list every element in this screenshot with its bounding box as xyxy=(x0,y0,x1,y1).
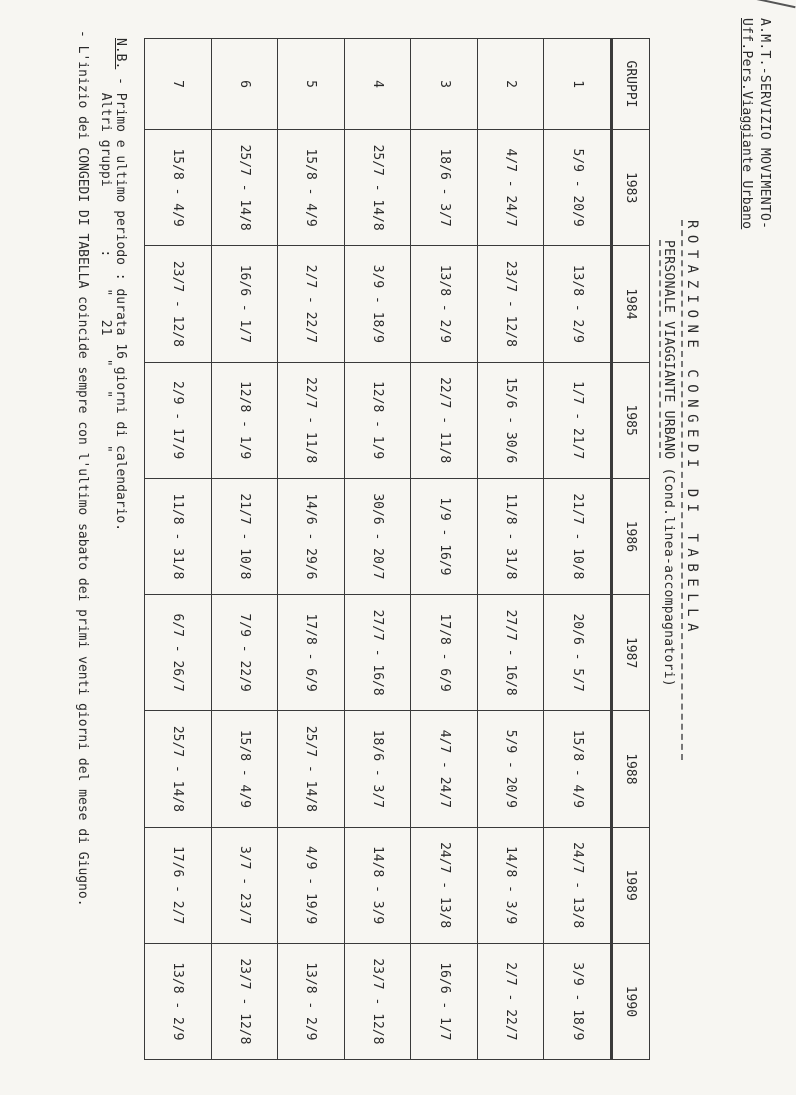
period-cell: 12/8 - 1/9 xyxy=(344,362,411,478)
period-cell: 15/6 - 30/6 xyxy=(477,362,544,478)
column-header-year: 1990 xyxy=(612,943,650,1059)
note-text-1: - Primo e ultimo periodo : durata 16 giorni di calendario. xyxy=(113,69,128,532)
period-cell: 30/6 - 20/7 xyxy=(344,478,411,594)
period-cell: 2/9 - 17/9 xyxy=(145,362,212,478)
period-cell: 17/8 - 6/9 xyxy=(278,595,345,711)
period-cell: 5/9 - 20/9 xyxy=(544,130,612,246)
table-row xyxy=(477,39,544,1060)
group-number: 2 xyxy=(477,39,544,130)
document-subtitle: PERSONALE VIAGGIANTE URBANO (Cond.linea-accompagnatori) xyxy=(661,240,676,687)
column-header-year: 1985 xyxy=(612,362,650,478)
note-line-1 xyxy=(113,38,128,531)
period-cell: 13/8 - 2/9 xyxy=(544,246,612,362)
group-number: 6 xyxy=(211,39,278,130)
table-row xyxy=(411,39,478,1060)
period-cell: 25/7 - 14/8 xyxy=(344,130,411,246)
period-cell: 11/8 - 31/8 xyxy=(477,478,544,594)
period-cell: 13/8 - 2/9 xyxy=(278,943,345,1059)
period-cell: 16/6 - 1/7 xyxy=(211,246,278,362)
period-cell: 27/7 - 16/8 xyxy=(344,595,411,711)
period-cell: 15/8 - 4/9 xyxy=(544,711,612,827)
period-cell: 3/9 - 18/9 xyxy=(544,943,612,1059)
period-cell: 17/8 - 6/9 xyxy=(411,595,478,711)
period-cell: 4/7 - 24/7 xyxy=(477,130,544,246)
group-number: 4 xyxy=(344,39,411,130)
period-cell: 5/9 - 20/9 xyxy=(477,711,544,827)
column-header-year: 1984 xyxy=(612,246,650,362)
column-header-year: 1988 xyxy=(612,711,650,827)
period-cell: 1/9 - 16/9 xyxy=(411,478,478,594)
footnote: - L'inizio dei CONGEDI DI TABELLA coincide sempre con l'ultimo sabato dei primi venti giorni del mese di Giugno. xyxy=(75,30,90,907)
period-cell: 2/7 - 22/7 xyxy=(278,246,345,362)
nb-label: N.B. xyxy=(113,38,128,70)
group-number: 5 xyxy=(278,39,345,130)
title-underline xyxy=(681,220,683,760)
group-number: 7 xyxy=(145,39,212,130)
period-cell: 18/6 - 3/7 xyxy=(411,130,478,246)
period-cell: 1/7 - 21/7 xyxy=(544,362,612,478)
column-header-year: 1989 xyxy=(612,827,650,943)
note-line-2: Altri gruppi : " 21 " " " xyxy=(98,38,113,453)
table-row xyxy=(145,39,212,1060)
period-cell: 16/6 - 1/7 xyxy=(411,943,478,1059)
period-cell: 13/8 - 2/9 xyxy=(411,246,478,362)
period-cell: 14/8 - 3/9 xyxy=(477,827,544,943)
rotation-table xyxy=(144,38,650,1060)
period-cell: 14/6 - 29/6 xyxy=(278,478,345,594)
period-cell: 25/7 - 14/8 xyxy=(278,711,345,827)
office-line: Uff.Pers.Viaggiante Urbano xyxy=(739,18,754,230)
period-cell: 15/8 - 4/9 xyxy=(278,130,345,246)
subtitle-underline xyxy=(659,240,661,458)
period-cell: 12/8 - 1/9 xyxy=(211,362,278,478)
period-cell: 15/8 - 4/9 xyxy=(145,130,212,246)
table-body xyxy=(145,39,612,1060)
period-cell: 11/8 - 31/8 xyxy=(145,478,212,594)
period-cell: 23/7 - 12/8 xyxy=(211,943,278,1059)
period-cell: 17/6 - 2/7 xyxy=(145,827,212,943)
period-cell: 23/7 - 12/8 xyxy=(145,246,212,362)
period-cell: 24/7 - 13/8 xyxy=(411,827,478,943)
table-header-row xyxy=(612,39,650,1060)
column-header-year: 1983 xyxy=(612,130,650,246)
period-cell: 23/7 - 12/8 xyxy=(344,943,411,1059)
table-row xyxy=(544,39,612,1060)
period-cell: 22/7 - 11/8 xyxy=(411,362,478,478)
period-cell: 2/7 - 22/7 xyxy=(477,943,544,1059)
period-cell: 27/7 - 16/8 xyxy=(477,595,544,711)
table-row xyxy=(211,39,278,1060)
period-cell: 25/7 - 14/8 xyxy=(145,711,212,827)
period-cell: 24/7 - 13/8 xyxy=(544,827,612,943)
period-cell: 21/7 - 10/8 xyxy=(211,478,278,594)
scan-mark xyxy=(736,0,795,8)
period-cell: 13/8 - 2/9 xyxy=(145,943,212,1059)
table-row xyxy=(278,39,345,1060)
table-row xyxy=(344,39,411,1060)
group-number: 3 xyxy=(411,39,478,130)
period-cell: 23/7 - 12/8 xyxy=(477,246,544,362)
period-cell: 6/7 - 26/7 xyxy=(145,595,212,711)
period-cell: 7/9 - 22/9 xyxy=(211,595,278,711)
period-cell: 3/9 - 18/9 xyxy=(344,246,411,362)
column-header-year: 1986 xyxy=(612,478,650,594)
period-cell: 18/6 - 3/7 xyxy=(344,711,411,827)
period-cell: 14/8 - 3/9 xyxy=(344,827,411,943)
period-cell: 15/8 - 4/9 xyxy=(211,711,278,827)
column-header-year: 1987 xyxy=(612,595,650,711)
document-title: ROTAZIONE CONGEDI DI TABELLA xyxy=(684,220,700,639)
period-cell: 25/7 - 14/8 xyxy=(211,130,278,246)
period-cell: 4/9 - 19/9 xyxy=(278,827,345,943)
period-cell: 21/7 - 10/8 xyxy=(544,478,612,594)
organization-line: A.M.T.-SERVIZIO MOVIMENTO- xyxy=(757,18,772,230)
period-cell: 22/7 - 11/8 xyxy=(278,362,345,478)
period-cell: 20/6 - 5/7 xyxy=(544,595,612,711)
period-cell: 3/7 - 23/7 xyxy=(211,827,278,943)
notes-block xyxy=(98,38,128,531)
column-header-groups: GRUPPI xyxy=(612,39,650,130)
group-number: 1 xyxy=(544,39,612,130)
period-cell: 4/7 - 24/7 xyxy=(411,711,478,827)
